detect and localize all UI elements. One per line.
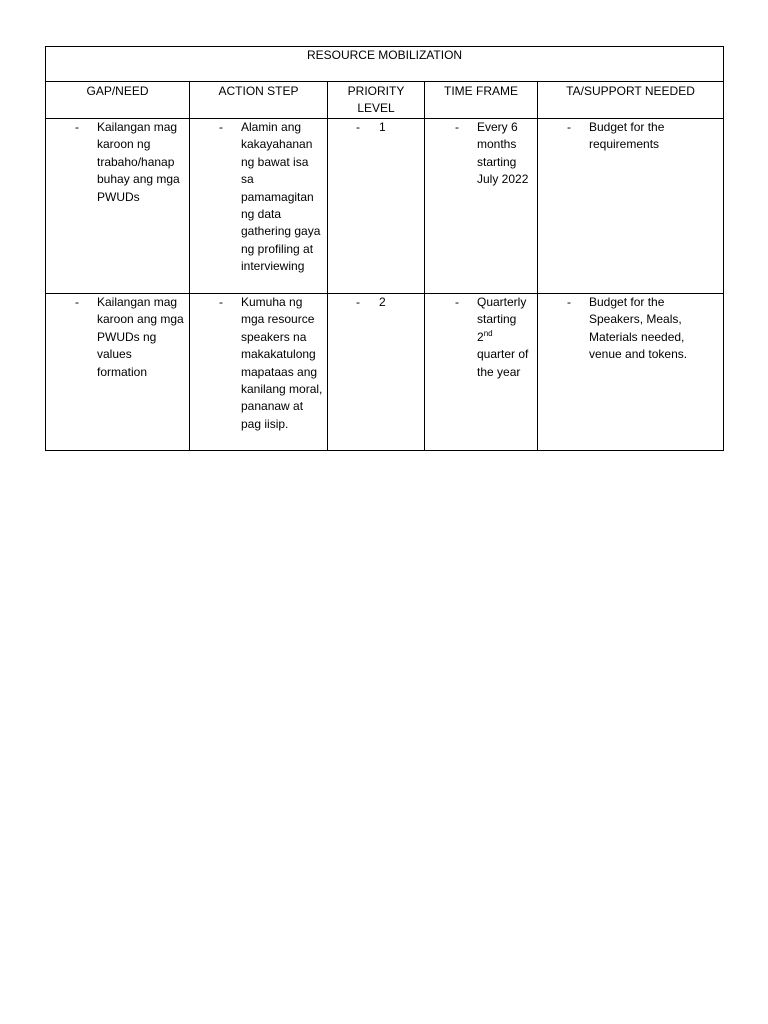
time-frame-text-b: quarter of the year — [477, 347, 529, 379]
gap-need-text: Kailangan mag karoon ng trabaho/hanap buhay ang mga PWUDs — [97, 120, 180, 204]
resource-mobilization-table — [45, 46, 724, 451]
support-needed-text: Budget for the Speakers, Meals, Materials needed, venue and tokens. — [589, 295, 688, 362]
priority-level-value: 1 — [379, 120, 386, 134]
header-priority-level: PRIORITY LEVEL — [328, 82, 425, 119]
header-row — [46, 82, 724, 119]
table-title: RESOURCE MOBILIZATION — [46, 47, 724, 82]
header-action-step: ACTION STEP — [190, 82, 328, 119]
time-frame-text-a: Quarterly starting 2 — [477, 295, 527, 344]
bullet-dash: - — [219, 120, 223, 134]
cell-action-step — [190, 294, 328, 451]
bullet-dash: - — [219, 295, 223, 309]
cell-support-needed — [538, 294, 724, 451]
gap-need-text: Kailangan mag karoon ang mga PWUDs ng values formation — [97, 295, 184, 379]
header-gap-need: GAP/NEED — [46, 82, 190, 119]
cell-gap-need — [46, 119, 190, 294]
bullet-dash: - — [455, 295, 459, 309]
header-support-needed: TA/SUPPORT NEEDED — [538, 82, 724, 119]
bullet-dash: - — [567, 120, 571, 134]
ordinal-suffix: nd — [483, 328, 493, 338]
bullet-dash: - — [75, 120, 79, 134]
cell-gap-need — [46, 294, 190, 451]
bullet-dash: - — [455, 120, 459, 134]
action-step-text: Alamin ang kakayahanan ng bawat isa sa pamamagitan ng data gathering gaya ng profiling at interviewing — [241, 120, 321, 274]
support-needed-text: Budget for the requirements — [589, 120, 665, 152]
cell-priority-level — [328, 294, 425, 451]
table-row — [46, 294, 724, 451]
cell-support-needed — [538, 119, 724, 294]
time-frame-text: Every 6 months starting July 2022 — [477, 120, 529, 187]
header-time-frame: TIME FRAME — [425, 82, 538, 119]
cell-time-frame — [425, 294, 538, 451]
action-step-text: Kumuha ng mga resource speakers na makakatulong mapataas ang kanilang moral, pananaw at pag iisip. — [241, 295, 323, 431]
table-row — [46, 119, 724, 294]
bullet-dash: - — [356, 295, 360, 309]
bullet-dash: - — [567, 295, 571, 309]
cell-priority-level — [328, 119, 425, 294]
cell-action-step — [190, 119, 328, 294]
priority-level-value: 2 — [379, 295, 386, 309]
bullet-dash: - — [356, 120, 360, 134]
bullet-dash: - — [75, 295, 79, 309]
cell-time-frame — [425, 119, 538, 294]
